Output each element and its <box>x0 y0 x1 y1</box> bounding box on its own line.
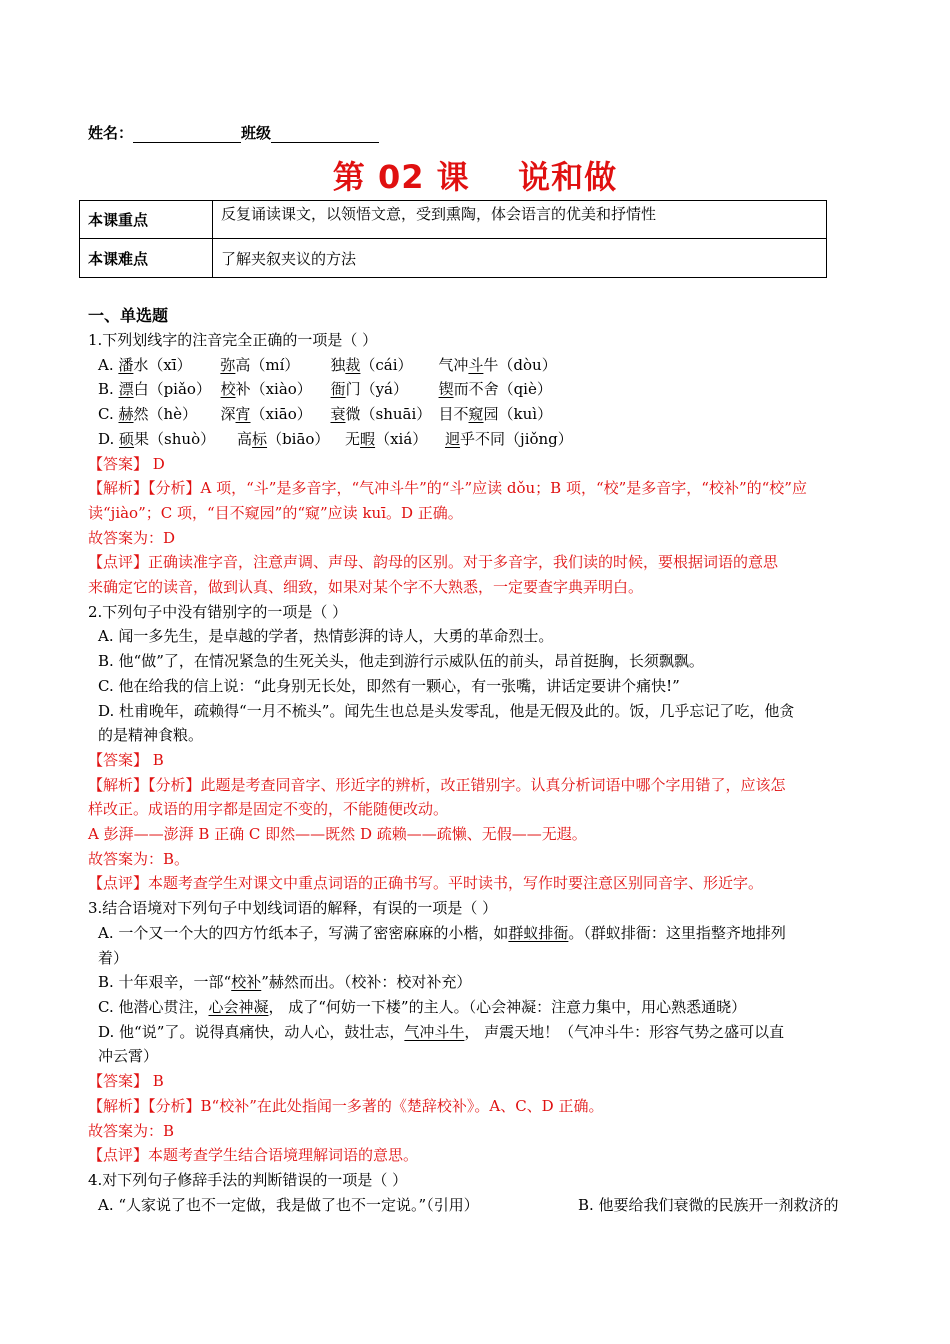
question-3-option-a <box>88 921 868 946</box>
table-row <box>80 201 827 239</box>
question-1-comment-cont: 来确定它的读音，做到认真、细致，如果对某个字不大熟悉，一定要查字典弄明白。 <box>88 578 644 597</box>
question-3-option-a-cont: 着） <box>98 948 129 967</box>
underlined-char: 校 <box>220 380 236 399</box>
item-text: （xiāo） <box>250 405 312 424</box>
key-point-value: 反复诵读课文，以领悟文意，受到熏陶，体会语言的优美和抒情性 <box>213 201 827 239</box>
name-label: 姓名： <box>88 124 134 142</box>
option-item <box>331 377 439 402</box>
table-row <box>80 239 827 278</box>
option-item <box>330 353 438 378</box>
option-item <box>438 402 552 427</box>
underlined-char: 衙 <box>330 380 346 399</box>
item-text: 深 <box>220 405 236 424</box>
option-label: D. <box>98 429 120 448</box>
option-item <box>439 377 552 402</box>
question-3-option-d <box>88 1020 868 1045</box>
question-2-option-d-cont: 的是精神食粮。 <box>98 726 204 745</box>
question-3-option-d-cont: 冲云霄） <box>98 1047 159 1066</box>
question-3-option-b <box>88 970 868 995</box>
option-item <box>118 353 220 378</box>
difficulty-value: 了解夹叙夹议的方法 <box>213 239 827 278</box>
question-1-comment: 【点评】正确读准字音，注意声调、声母、韵母的区别。对于多音字，我们读的时候，要根据词语的意思 <box>88 553 779 572</box>
item-text: 牛（dòu） <box>483 355 557 374</box>
option-item <box>345 427 445 452</box>
question-2-option-b: B. 他“做”了，在情况紧急的生死关头，他走到游行示威队伍的前头，昂首挺胸，长须飘飘。 <box>98 652 704 671</box>
question-2-answer: 【答案】 B <box>88 750 164 769</box>
question-1-analysis-cont: 读“jiào”；C 项，“目不窥园”的“窥”应读 kuī。D 正确。 <box>88 503 463 522</box>
lesson-title: 第 02 课 说和做 <box>332 158 618 196</box>
item-text: 果（shuò） <box>134 429 216 448</box>
item-text: 水（xī） <box>133 355 192 374</box>
item-text: 高（mí） <box>235 355 300 374</box>
option-label: A. <box>98 355 119 374</box>
question-3-answer: 【答案】 B <box>88 1072 164 1091</box>
question-2-option-a: A. 闻一多先生，是卓越的学者，热情彭湃的诗人，大勇的革命烈士。 <box>98 627 554 646</box>
lesson-info-table <box>79 200 827 278</box>
underlined-char: 赫 <box>118 405 134 424</box>
question-4-options <box>88 1193 868 1218</box>
item-text: 园（kuì） <box>483 405 553 424</box>
class-label: 班级 <box>241 124 272 142</box>
question-2-option-d: D. 杜甫晚年，疏赖得“一月不梳头”。闻先生也总是头发零乱，他是无假及此的。饭，几乎忘记了吃，他贪 <box>98 701 795 720</box>
underlined-char: 潘 <box>118 355 134 374</box>
key-point-label: 本课重点 <box>80 201 213 239</box>
question-1-final: 故答案为：D <box>88 528 176 547</box>
underlined-char: 宵 <box>235 405 251 424</box>
option-item <box>237 427 345 452</box>
question-1-option-b <box>88 377 868 402</box>
item-text: 高 <box>237 429 253 448</box>
item-text: 无 <box>345 429 361 448</box>
underlined-char: 标 <box>252 429 268 448</box>
item-text: 气冲 <box>438 355 469 374</box>
name-blank <box>133 126 241 143</box>
question-3-analysis: 【解析】【分析】B“校补”在此处指闻一多著的《楚辞校补》。A、C、D 正确。 <box>88 1096 604 1115</box>
underlined-char: 暇 <box>360 429 376 448</box>
item-text: （cái） <box>360 355 413 374</box>
item-text: 白（piǎo） <box>133 380 211 399</box>
underlined-char: 裁 <box>345 355 361 374</box>
difficulty-label: 本课难点 <box>80 239 213 278</box>
option-label: C. <box>98 405 119 424</box>
underlined-char: 迥 <box>445 429 461 448</box>
section-heading: 一、单选题 <box>88 306 169 325</box>
question-2-stem: 2.下列句子中没有错别字的一项是（ ） <box>88 602 348 621</box>
question-1-analysis: 【解析】【分析】A 项，“斗”是多音字，“气冲斗牛”的“斗”应读 dǒu；B 项，“校”是多音字，“校补”的“校”应 <box>88 479 807 498</box>
option-text: ， 成了“何妨一下楼”的主人。（心会神凝：注意力集中，用心熟悉通晓） <box>268 997 747 1016</box>
option-item <box>330 402 438 427</box>
item-text: 补（xiào） <box>235 380 312 399</box>
item-text: 目不 <box>438 405 469 424</box>
question-1-stem: 1.下列划线字的注音完全正确的一项是（ ） <box>88 331 378 349</box>
option-text: B. 十年艰辛，一部“ <box>98 973 232 992</box>
option-item <box>220 402 330 427</box>
item-text: 乎不同（jiǒng） <box>460 429 573 448</box>
option-text: 。（群蚁排衙：这里指整齐地排列 <box>568 923 786 942</box>
question-4-option-a: A. “人家说了也不一定做，我是做了也不一定说。”（引用） <box>98 1195 479 1214</box>
question-1-answer: 【答案】 D <box>88 454 165 473</box>
item-text: （xiá） <box>375 429 428 448</box>
option-item <box>118 402 220 427</box>
item-text: （biāo） <box>267 429 330 448</box>
question-2-final: 故答案为：B。 <box>88 849 190 868</box>
question-1-option-c <box>88 402 868 427</box>
underlined-char: 硕 <box>119 429 135 448</box>
underlined-char: 衰 <box>330 405 346 424</box>
option-item <box>438 353 556 378</box>
underlined-phrase: 心会神凝 <box>208 997 269 1016</box>
question-4-option-b: B. 他要给我们衰微的民族开一剂救济的 <box>578 1195 839 1214</box>
underlined-char: 弥 <box>220 355 236 374</box>
content-area <box>88 304 868 1217</box>
option-text: ”赫然而出。（校补：校对补充） <box>261 973 472 992</box>
underlined-phrase: 气冲斗牛 <box>404 1022 465 1041</box>
question-2-corrections: A 彭湃——澎湃 B 正确 C 即然——既然 D 疏赖——疏懒、无假——无遐。 <box>88 825 587 844</box>
student-info-line <box>88 122 379 143</box>
option-label: B. <box>98 380 119 399</box>
option-text: A. 一个又一个大的四方竹纸本子，写满了密密麻麻的小楷，如 <box>98 923 509 942</box>
option-text: ， 声震天地！（气冲斗牛：形容气势之盛可以直 <box>464 1022 785 1041</box>
underlined-phrase: 群蚁排衙 <box>508 923 569 942</box>
option-text: C. 他潜心贯注， <box>98 997 209 1016</box>
question-3-comment: 【点评】本题考查学生结合语境理解词语的意思。 <box>88 1146 419 1165</box>
underlined-char: 斗 <box>468 355 484 374</box>
question-2-comment: 【点评】本题考查学生对课文中重点词语的正确书写。平时读书，写作时要注意区别同音字、形近字。 <box>88 874 764 893</box>
item-text: 微（shuāi） <box>345 405 432 424</box>
question-1-option-d <box>88 427 868 452</box>
question-3-final: 故答案为：B <box>88 1121 175 1140</box>
question-2-analysis: 【解析】【分析】此题是考查同音字、形近字的辨析，改正错别字。认真分析词语中哪个字用错了，应该怎 <box>88 775 786 794</box>
option-item <box>119 377 221 402</box>
option-item <box>445 427 573 452</box>
item-text: 然（hè） <box>133 405 198 424</box>
question-1-option-a <box>88 353 868 378</box>
question-3-option-c <box>88 995 868 1020</box>
underlined-char: 窥 <box>468 405 484 424</box>
option-text: D. 他“说”了。说得真痛快，动人心，鼓壮志， <box>98 1022 405 1041</box>
option-item <box>220 353 330 378</box>
underlined-phrase: 校补 <box>231 973 262 992</box>
item-text: 而不舍（qiè） <box>453 380 552 399</box>
underlined-char: 漂 <box>118 380 134 399</box>
item-text: 门（yá） <box>345 380 408 399</box>
underlined-char: 锲 <box>438 380 454 399</box>
class-blank <box>271 126 379 143</box>
option-item <box>221 377 331 402</box>
question-2-option-c: C. 他在给我的信上说：“此身别无长处，即然有一颗心，有一张嘴，讲话定要讲个痛快!” <box>98 676 680 695</box>
item-text: 独 <box>330 355 346 374</box>
question-2-analysis-cont: 样改正。成语的用字都是固定不变的，不能随便改动。 <box>88 800 449 819</box>
question-3-stem: 3.结合语境对下列句子中划线词语的解释，有误的一项是（ ） <box>88 899 498 918</box>
question-4-stem: 4.对下列句子修辞手法的判断错误的一项是（ ） <box>88 1170 408 1189</box>
option-item <box>119 427 237 452</box>
